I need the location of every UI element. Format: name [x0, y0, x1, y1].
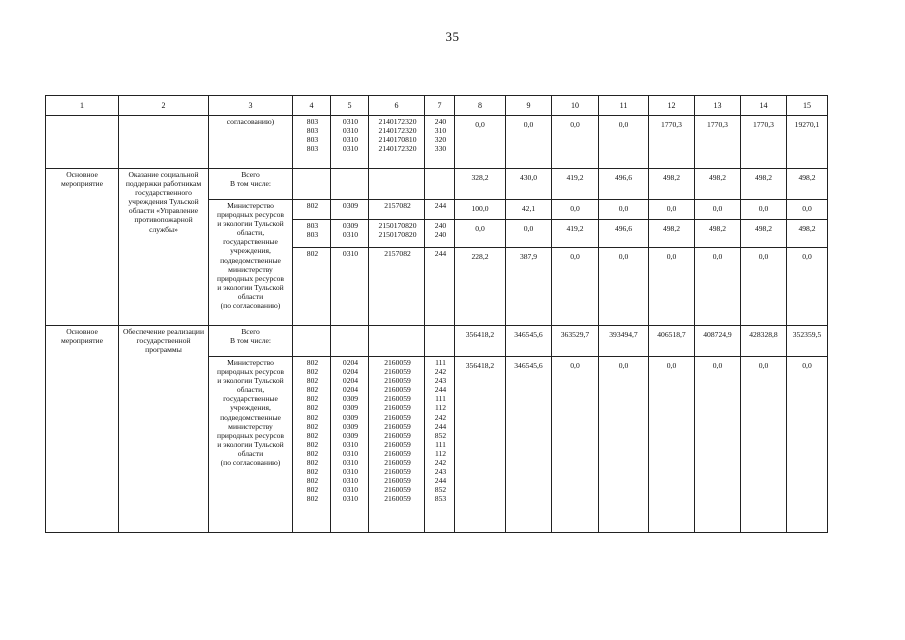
- cell-line: 2150170820: [378, 221, 417, 230]
- cell-line: 803: [306, 230, 319, 240]
- cell-line: 320: [434, 135, 447, 145]
- cell-line: 244: [434, 476, 447, 486]
- cell-line: 802: [306, 367, 319, 377]
- cell-code-list: [293, 248, 331, 326]
- cell-value: 393494,7: [599, 326, 649, 357]
- cell-line: 2160059: [384, 367, 411, 377]
- cell-empty: [369, 169, 425, 200]
- cell-activity-type: Основное мероприятие: [46, 169, 119, 326]
- table-row: [46, 326, 828, 357]
- cell-code-list: [425, 220, 455, 248]
- cell-value: 428328,8: [741, 326, 787, 357]
- cell-line: 0310: [342, 439, 359, 449]
- cell-line: 803: [306, 117, 319, 126]
- cell-line: министерству: [228, 421, 273, 431]
- cell-line: 0204: [342, 385, 359, 395]
- cell-code-list: [369, 116, 425, 169]
- cell-line: 802: [306, 358, 319, 367]
- cell-value: 328,2: [455, 169, 506, 200]
- cell-value: 419,2: [552, 220, 599, 248]
- cell-line: Министерство: [227, 358, 274, 367]
- cell-value: 498,2: [787, 169, 828, 200]
- cell-value: 498,2: [649, 169, 695, 200]
- cell-value: 0,0: [599, 116, 649, 169]
- cell-value: 0,0: [695, 357, 741, 533]
- cell-empty: [119, 116, 209, 169]
- cell-value: 0,0: [599, 248, 649, 326]
- cell-line: 802: [306, 421, 319, 431]
- column-header: 13: [695, 96, 741, 116]
- cell-line: 0310: [342, 117, 359, 126]
- cell-line: 244: [434, 201, 447, 210]
- cell-line: 802: [306, 494, 319, 504]
- cell-line: и экологии Тульской: [217, 219, 284, 229]
- column-header: 1: [46, 96, 119, 116]
- cell-line: 2160059: [384, 376, 411, 386]
- cell-value: 0,0: [506, 116, 552, 169]
- cell-line: 112: [434, 403, 447, 413]
- column-header: 10: [552, 96, 599, 116]
- cell-code-list: [293, 116, 331, 169]
- cell-line: 0310: [342, 476, 359, 486]
- cell-value: 0,0: [741, 248, 787, 326]
- column-header: 6: [369, 96, 425, 116]
- cell-line: 2157082: [384, 249, 411, 258]
- cell-line: 2160059: [384, 358, 411, 367]
- cell-line: природных ресурсов: [217, 367, 284, 377]
- column-header: 11: [599, 96, 649, 116]
- cell-line: 2140170810: [378, 135, 417, 145]
- cell-line: государственные: [223, 237, 278, 247]
- cell-code-list: [425, 116, 455, 169]
- cell-value: 496,6: [599, 220, 649, 248]
- cell-executor: [209, 200, 293, 326]
- table-row: [46, 116, 828, 169]
- cell-line: 244: [434, 249, 447, 258]
- cell-line: 240: [434, 221, 447, 230]
- cell-value: 0,0: [599, 200, 649, 220]
- cell-line: 0309: [342, 201, 359, 210]
- cell-line: 243: [434, 467, 447, 477]
- cell-value: 0,0: [649, 200, 695, 220]
- cell-value: 430,0: [506, 169, 552, 200]
- cell-code-list: [425, 248, 455, 326]
- cell-line: 0310: [342, 448, 359, 458]
- cell-line: (по согласованию): [220, 301, 281, 311]
- cell-value: 0,0: [552, 200, 599, 220]
- cell-value: 0,0: [552, 116, 599, 169]
- cell-value: 498,2: [741, 220, 787, 248]
- cell-line: области,: [236, 385, 265, 395]
- cell-value: 0,0: [552, 248, 599, 326]
- cell-empty: [369, 326, 425, 357]
- cell-line: 802: [306, 430, 319, 440]
- cell-code-list: [293, 357, 331, 533]
- table-row: [46, 169, 828, 200]
- cell-code-list: [331, 116, 369, 169]
- cell-value: 100,0: [455, 200, 506, 220]
- cell-line: 802: [306, 249, 319, 258]
- cell-value: 42,1: [506, 200, 552, 220]
- cell-line: природных ресурсов: [217, 273, 284, 283]
- cell-line: 0310: [342, 467, 359, 477]
- cell-line: 803: [306, 135, 319, 145]
- cell-line: 2160059: [384, 485, 411, 495]
- cell-line: подведомственные: [220, 255, 281, 265]
- cell-value: 0,0: [552, 357, 599, 533]
- cell-empty: [425, 169, 455, 200]
- cell-line: 244: [434, 421, 447, 431]
- column-header: 14: [741, 96, 787, 116]
- cell-value: 496,6: [599, 169, 649, 200]
- cell-line: 2160059: [384, 403, 411, 413]
- cell-empty: [46, 116, 119, 169]
- cell-line: 242: [434, 367, 447, 377]
- cell-value: 387,9: [506, 248, 552, 326]
- cell-code-list: [331, 357, 369, 533]
- cell-empty: [293, 169, 331, 200]
- cell-code-list: [369, 200, 425, 220]
- cell-total-label: [209, 326, 293, 357]
- cell-line: 0309: [342, 421, 359, 431]
- cell-line: 852: [434, 430, 447, 440]
- cell-line: 852: [434, 485, 447, 495]
- cell-code-list: [369, 357, 425, 533]
- cell-activity-type: Основное мероприятие: [46, 326, 119, 533]
- column-header: 3: [209, 96, 293, 116]
- column-header: 8: [455, 96, 506, 116]
- cell-code-list: [331, 220, 369, 248]
- cell-value: 0,0: [695, 200, 741, 220]
- cell-empty: [425, 326, 455, 357]
- cell-line: и экологии Тульской: [217, 376, 284, 386]
- cell-line: 0204: [342, 376, 359, 386]
- cell-line: 0309: [342, 430, 359, 440]
- cell-line: 111: [435, 358, 446, 367]
- cell-activity-name: Обеспечение реализации государственной программы: [119, 326, 209, 533]
- column-header: 5: [331, 96, 369, 116]
- cell-line: 2160059: [384, 439, 411, 449]
- cell-value: 1770,3: [649, 116, 695, 169]
- cell-value: 498,2: [649, 220, 695, 248]
- cell-value: 0,0: [455, 116, 506, 169]
- cell-total-label: [209, 169, 293, 200]
- cell-line: 0310: [342, 458, 359, 468]
- cell-line: 0204: [342, 358, 359, 367]
- cell-empty: [293, 326, 331, 357]
- cell-line: и экологии Тульской: [217, 282, 284, 292]
- cell-line: 2140172320: [378, 126, 417, 136]
- cell-line: 2160059: [384, 494, 411, 504]
- cell-line: 802: [306, 467, 319, 477]
- cell-value: 1770,3: [741, 116, 787, 169]
- cell-code-list: [369, 220, 425, 248]
- cell-line: природных ресурсов: [217, 210, 284, 220]
- cell-line: 2160059: [384, 430, 411, 440]
- cell-line: (по согласованию): [220, 458, 281, 468]
- cell-line: 2157082: [384, 201, 411, 210]
- cell-line: 2150170820: [378, 230, 417, 240]
- cell-line: 111: [435, 439, 446, 449]
- cell-line: учреждения,: [230, 246, 271, 256]
- cell-value: 0,0: [787, 200, 828, 220]
- cell-line: 802: [306, 485, 319, 495]
- column-header: 2: [119, 96, 209, 116]
- cell-value: 0,0: [599, 357, 649, 533]
- cell-value: 498,2: [695, 169, 741, 200]
- cell-value: 419,2: [552, 169, 599, 200]
- cell-code-list: [425, 357, 455, 533]
- column-header: 9: [506, 96, 552, 116]
- cell-line: 2160059: [384, 394, 411, 404]
- cell-line: 802: [306, 403, 319, 413]
- cell-code-list: [331, 200, 369, 220]
- column-header: 12: [649, 96, 695, 116]
- cell-line: 2140172320: [378, 117, 417, 126]
- cell-line: 0310: [342, 485, 359, 495]
- cell-code-list: [331, 248, 369, 326]
- cell-value: 0,0: [455, 220, 506, 248]
- cell-line: 2160059: [384, 421, 411, 431]
- cell-line: 243: [434, 376, 447, 386]
- cell-line: 242: [434, 458, 447, 468]
- cell-line: области: [237, 291, 264, 301]
- cell-line: 0310: [342, 494, 359, 504]
- cell-code-list: [369, 248, 425, 326]
- cell-value: 0,0: [741, 200, 787, 220]
- cell-line: 802: [306, 394, 319, 404]
- cell-line: 803: [306, 221, 319, 230]
- cell-code-list: [293, 220, 331, 248]
- cell-value: 406518,7: [649, 326, 695, 357]
- cell-value: 363529,7: [552, 326, 599, 357]
- cell-empty: [331, 169, 369, 200]
- cell-line: Всего: [241, 327, 260, 336]
- cell-value: 0,0: [787, 357, 828, 533]
- cell-value: 0,0: [787, 248, 828, 326]
- cell-value: 0,0: [506, 220, 552, 248]
- cell-line: 802: [306, 458, 319, 468]
- cell-line: 802: [306, 476, 319, 486]
- cell-line: В том числе:: [229, 179, 272, 189]
- cell-value: 498,2: [787, 220, 828, 248]
- budget-table: [45, 95, 828, 533]
- cell-value: 0,0: [649, 248, 695, 326]
- cell-line: области: [237, 448, 264, 458]
- cell-line: 111: [435, 394, 446, 404]
- cell-line: 803: [306, 144, 319, 154]
- column-header: 7: [425, 96, 455, 116]
- cell-line: 2160059: [384, 412, 411, 422]
- cell-line: 802: [306, 376, 319, 386]
- cell-value: 0,0: [649, 357, 695, 533]
- cell-line: 0310: [342, 230, 359, 240]
- cell-line: Министерство: [227, 201, 274, 210]
- cell-activity-name: Оказание социальной поддержки работникам государственного учреждения Тульской области «Управление противопожарной службы»: [119, 169, 209, 326]
- cell-code-list: [425, 200, 455, 220]
- cell-line: 802: [306, 412, 319, 422]
- cell-value: 0,0: [741, 357, 787, 533]
- column-header: 15: [787, 96, 828, 116]
- cell-line: 330: [434, 144, 447, 154]
- cell-line: 0309: [342, 403, 359, 413]
- cell-line: 2160059: [384, 448, 411, 458]
- cell-line: 802: [306, 201, 319, 210]
- header-row: [46, 96, 828, 116]
- cell-empty: [331, 326, 369, 357]
- cell-code-list: [293, 200, 331, 220]
- cell-line: 0310: [342, 135, 359, 145]
- cell-line: 853: [434, 494, 447, 504]
- column-header: 4: [293, 96, 331, 116]
- cell-value: 408724,9: [695, 326, 741, 357]
- cell-line: 802: [306, 448, 319, 458]
- cell-executor: согласованию): [209, 116, 293, 169]
- cell-value: 352359,5: [787, 326, 828, 357]
- cell-value: 498,2: [695, 220, 741, 248]
- cell-line: 0310: [342, 249, 359, 258]
- cell-line: учреждения,: [230, 403, 271, 413]
- cell-value: 356418,2: [455, 357, 506, 533]
- cell-line: 2160059: [384, 467, 411, 477]
- cell-line: 802: [306, 439, 319, 449]
- cell-line: 242: [434, 412, 447, 422]
- cell-line: 240: [434, 230, 447, 240]
- cell-line: 244: [434, 385, 447, 395]
- cell-line: природных ресурсов: [217, 430, 284, 440]
- cell-line: 112: [434, 448, 447, 458]
- cell-line: 0309: [342, 221, 359, 230]
- cell-value: 228,2: [455, 248, 506, 326]
- cell-line: подведомственные: [220, 412, 281, 422]
- cell-line: 0310: [342, 126, 359, 136]
- cell-line: области,: [236, 228, 265, 238]
- cell-line: государственные: [223, 394, 278, 404]
- cell-executor: [209, 357, 293, 533]
- cell-line: 803: [306, 126, 319, 136]
- cell-line: 0309: [342, 394, 359, 404]
- cell-line: 310: [434, 126, 447, 136]
- cell-value: 1770,3: [695, 116, 741, 169]
- cell-value: 0,0: [695, 248, 741, 326]
- page-number: 35: [445, 29, 460, 44]
- cell-value: 346545,6: [506, 326, 552, 357]
- cell-line: 2160059: [384, 476, 411, 486]
- cell-line: 0204: [342, 367, 359, 377]
- cell-value: 498,2: [741, 169, 787, 200]
- cell-line: Всего: [241, 170, 260, 179]
- cell-line: 2160059: [384, 458, 411, 468]
- cell-line: 240: [434, 117, 447, 126]
- cell-value: 19270,1: [787, 116, 828, 169]
- cell-line: 2160059: [384, 385, 411, 395]
- cell-line: и экологии Тульской: [217, 439, 284, 449]
- cell-line: 0310: [342, 144, 359, 154]
- cell-value: 356418,2: [455, 326, 506, 357]
- cell-line: 2140172320: [378, 144, 417, 154]
- cell-line: 802: [306, 385, 319, 395]
- cell-line: В том числе:: [229, 336, 272, 346]
- cell-line: министерству: [228, 264, 273, 274]
- cell-value: 346545,6: [506, 357, 552, 533]
- cell-line: 0309: [342, 412, 359, 422]
